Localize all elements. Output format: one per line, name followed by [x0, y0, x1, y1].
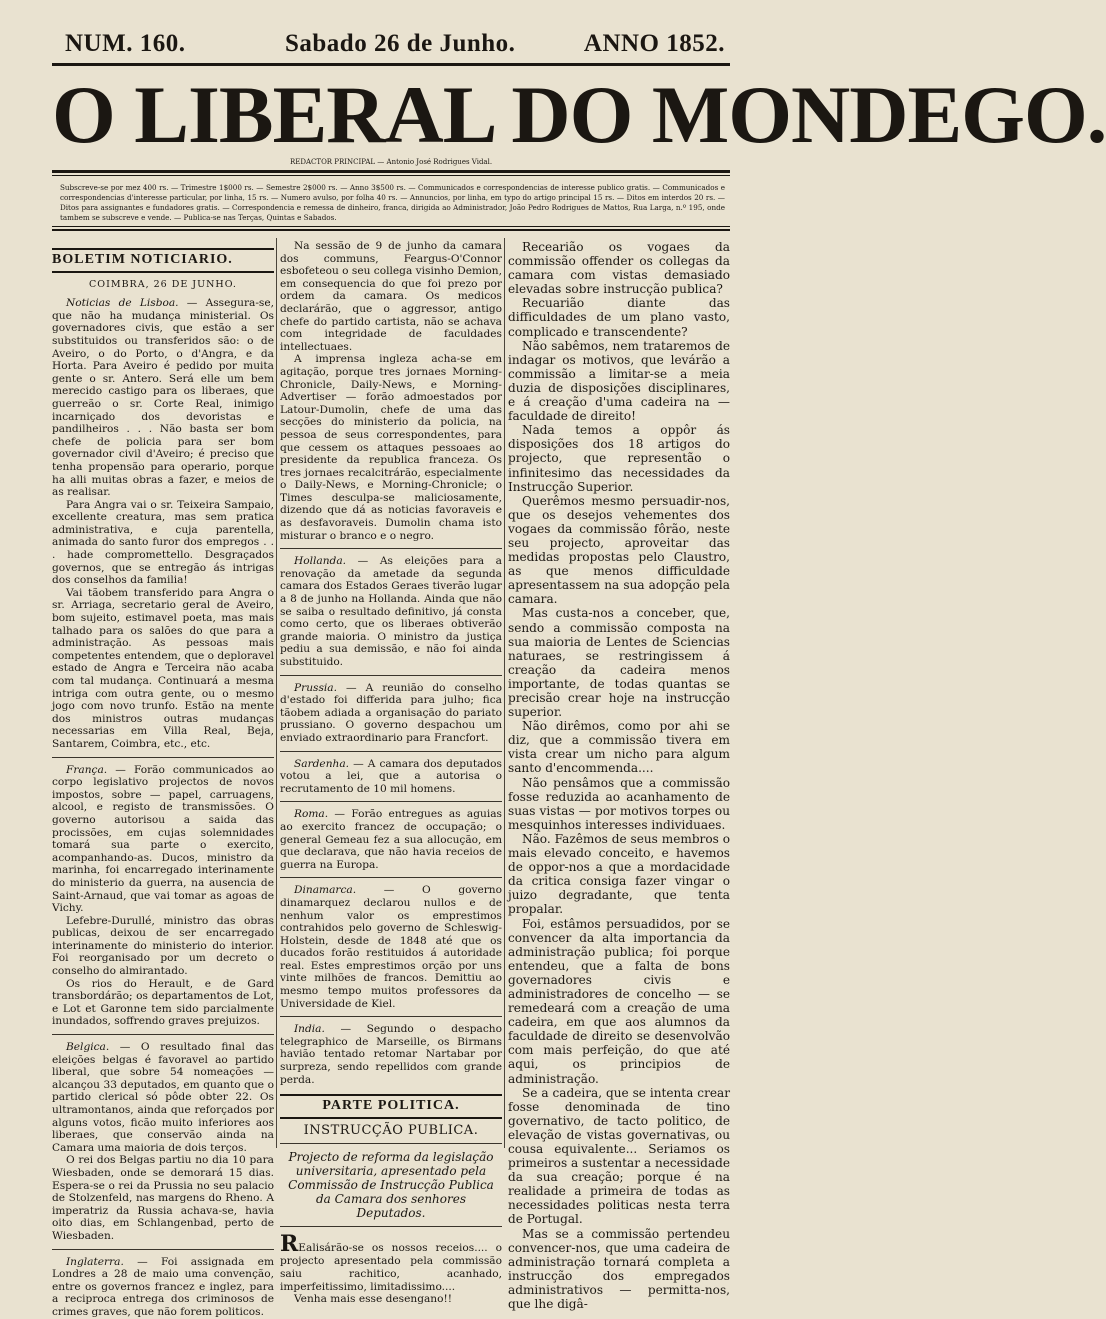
masthead-header	[55, 30, 725, 64]
divider	[52, 1034, 274, 1035]
redactor-line: REDACTOR PRINCIPAL — Antonio José Rodrigues Vidal.	[290, 158, 493, 166]
divider	[280, 751, 502, 752]
header-rule	[52, 63, 730, 66]
newspaper-title: O LIBERAL DO MONDEGO.	[52, 69, 1106, 160]
article-paragraph: Não pensâmos que a commissão fosse reduzida ao acanhamento de suas vistas — por motivos torpes ou mesquinhos interesses individuaes.	[508, 775, 730, 832]
issue-year: ANNO 1852.	[583, 30, 725, 57]
divider	[280, 801, 502, 802]
column-3	[508, 240, 730, 1312]
section-heading: PARTE POLITICA.	[280, 1094, 502, 1119]
article-paragraph: França. — Forão communicados ao corpo legislativo projectos de novos impostos, sobre — papel, carruagens, alcool, e registo de transmissões. O governo autorisou a saida das procissões, em cujas solemnidades tomará sua parte o exercito, acompanhando-as. Ducos, ministro da marinha, foi encarregado interinamente do ministerio da guerra, na ausencia de Saint-Arnaud, que vai tomar as agoas de Vichy.	[52, 763, 274, 915]
project-title: Projecto de reforma da legislação universitaria, apresentado pela Commissão de Instrucção Publica da Camara dos senhores Deputados.	[288, 1150, 494, 1221]
divider	[280, 675, 502, 676]
column-divider	[504, 238, 505, 1148]
title-rule	[52, 170, 730, 173]
divider	[280, 1226, 502, 1227]
divider	[280, 1143, 502, 1144]
drop-cap: R	[280, 1231, 299, 1258]
article-paragraph: Não sabêmos, nem trataremos de indagar os motivos, que levárão a commissão a limitar-se a meia duzia de disposições disciplinares, e á creação d'uma cadeira na — faculdade de direito!	[508, 338, 730, 424]
article-paragraph: Os rios do Herault, e de Gard transbordárão; os departamentos de Lot, e Lot et Garonne tem sido parcialmente inundados, soffrendo graves prejuizos.	[52, 977, 274, 1028]
column-divider	[276, 238, 277, 1148]
subsection-title: INSTRUCÇÃO PUBLICA.	[303, 1122, 479, 1138]
dateline: COIMBRA, 26 DE JUNHO.	[89, 278, 237, 290]
subs-rule	[52, 226, 730, 227]
article-paragraph: Prussia. — A reunião do conselho d'estado foi differida para julho; fica tãobem adiada a organisação do pariato prussiano. O governo despachou um enviado extraordinario para Francfort.	[280, 681, 502, 744]
subs-rule-thick	[52, 229, 730, 231]
article-paragraph: Noticias de Lisboa. — Assegura-se, que não ha mudança ministerial. Os governadores civis, que estão a ser substituidos ou transferidos são: o de Aveiro, o do Porto, o d'Angra, e da Horta. Para Aveiro é pedido por muita gente o sr. Antero. Será elle um bem merecido castigo para os liberaes, que guerreão o sr. Corte Real, inimigo incarniçado dos devoristas e pandilheiros . . . Não basta ser bom chefe de policia para ser bom governador civil d'Aveiro; é preciso que tenha propensão para operario, porque ha alli muitas obras a fazer, e meios de as realisar.	[52, 297, 274, 499]
article-paragraph: Se a cadeira, que se intenta crear fosse denominada de tino governativo, de tacto politico, de elevação de vistas governativas, ou cousa equivalente... Seriamos os primeiros a sustentar a necessidade da sua creação; porque é na realidade a primeira de todas as necessidades politicas nesta terra de Portugal.	[508, 1085, 730, 1227]
divider	[280, 548, 502, 549]
subscription-info: Subscreve-se por mez 400 rs. — Trimestre 1$000 rs. — Semestre 2$000 rs. — Anno 3$500 rs. — Communicados e correspondencias de interesse publico gratis. — Communicados e correspondencias d'interesse particular, por linha, 15 rs. — Numero avulso, por folha 40 rs. — Annuncios, por linha, em typo do artigo principal 15 rs. — Ditos em interdos 20 rs. — Ditos para assignantes e fundadores gratis. — Correspondencia e remessa de dinheiro, franca, dirigida ao Administrador, João Pedro Rodrigues de Mattos, Rua Larga, n.º 195, onde tambem se subscreve e vende. — Publica-se nas Terças, Quintas e Sabados.	[60, 183, 725, 222]
column-1	[52, 240, 274, 1318]
article-paragraph: Hollanda. — As eleições para a renovação da ametade da segunda camara dos Estados Geraes tiverão lugar a 8 de junho na Hollanda. Ainda que não se saiba o resultado definitivo, já consta como certo, que os liberaes obtiverão grande maioria. O ministro da justiça pediu a sua demissão, e não foi ainda substituido.	[280, 555, 502, 668]
article-paragraph: O rei dos Belgas partiu no dia 10 para Wiesbaden, onde se demorará 15 dias. Espera-se o rei da Prussia no seu palacio de Stolzenfeld, nas margens do Rheno. A imperatriz da Russia achava-se, havia oito dias, em Schlangenbad, perto de Wiesbaden.	[52, 1154, 274, 1242]
article-paragraph: Mas custa-nos a conceber, que, sendo a commissão composta na sua maioria de Lentes de Sciencias naturaes, se restringissem á creação da cadeira menos importante, de todas quantas se precisão crear hoje na instrucção superior.	[508, 606, 730, 720]
article-paragraph: Roma. — Forão entregues as aguias ao exercito francez de occupação; o general Gemeau fez a sua allocução, em que declarava, que não havia receios de guerra na Europa.	[280, 808, 502, 871]
article-paragraph: India. — Segundo o despacho telegraphico de Marseille, os Birmans havião tentado retomar Nartabar por surpreza, sendo repellidos com grande perda.	[280, 1023, 502, 1086]
article-paragraph: Foi, estâmos persuadidos, por se convencer da alta importancia da administração publica; foi porque entendeu, que a falta de bons governadores civis e administradores de concelho — se remedeará com a creação de uma cadeira, em que aos alumnos da faculdade de direito se desenvolvão com mais perfeição, do que até aqui, os principios de administração.	[508, 916, 730, 1086]
article-paragraph: Querêmos mesmo persuadir-nos, que os desejos vehementes dos vogaes da commissão fôrão, neste seu projecto, aproveitar das medidas propostas pelo Claustro, as que menos difficuldade apresentassem na sua adopção pela camara.	[508, 493, 730, 607]
article-paragraph: Lefebre-Durullé, ministro das obras publicas, deixou de ser encarregado interinamente do ministerio do interior. Foi reorganisado por um decreto o conselho do almirantado.	[52, 914, 274, 978]
article-paragraph: Não. Fazêmos de seus membros o mais elevado conceito, e havemos de oppor-nos a que a mordacidade da critica consiga fazer vingar o juizo degradante, que tenta propalar.	[508, 831, 730, 917]
divider	[52, 757, 274, 758]
article-paragraph: Dinamarca. — O governo dinamarquez declarou nullos e de nenhum valor os emprestimos contrahidos pelo governo de Schleswig-Holstein, desde de 1848 até que os ducados forão restituidos á autoridade real. Estes emprestimos orção por uns vinte milhões de francos. Demittiu ao mesmo tempo muitos professores da Universidade de Kiel.	[280, 884, 502, 1010]
article-paragraph: REalisárão-se os nossos receios.... o projecto apresentado pela commissão saiu rachitico, acanhado, imperfeitissimo, limitadissimo....	[280, 1231, 502, 1293]
article-paragraph: Belgica. — O resultado final das eleições belgas é favoravel ao partido liberal, que sobre 54 nomeações — alcançou 33 deputados, em quanto que o partido clerical só pôde obter 22. Os ultramontanos, ainda que reforçados por alguns votos, ficão muito inferiores aos liberaes, que conservão ainda na Camara uma maioria de dois terços.	[52, 1041, 274, 1154]
article-paragraph: Mas se a commissão pertendeu convencer-nos, que uma cadeira de administração tornará completa a instrucção dos empregados administrativos — permitta-nos, que lhe digâ-	[508, 1226, 730, 1312]
divider	[52, 1249, 274, 1250]
divider	[280, 877, 502, 878]
article-paragraph: Vai tãobem transferido para Angra o sr. Arriaga, secretario geral de Aveiro, bom sujeito, estimavel poeta, mas mais talhado para os salões do que para a administração. As pessoas mais competentes entendem, que o deploravel estado de Angra e Terceira não acaba com tal mudança. Continuará a mesma intriga com outra gente, ou o mesmo jogo com novo trunfo. Estão na mente dos ministros outras mudanças necessarias em Villa Real, Beja, Santarem, Coimbra, etc., etc.	[52, 586, 274, 750]
divider	[280, 1016, 502, 1017]
article-paragraph: A imprensa ingleza acha-se em agitação, porque tres jornaes Morning-Chronicle, Daily-News, e Morning-Advertiser — forão admoestados por Latour-Dumolin, chefe de uma das secções do ministerio da policia, na pessoa de seus correspondentes, para que cessem os attaques pessoaes ao presidente da republica franceza. Os tres jornaes recalcitrárão, especialmente o Daily-News, e Morning-Chronicle; o Times desculpa-se maliciosamente, dizendo que dá as noticias favoraveis e as desfavoraveis. Dumolin chama isto misturar o branco e o negro.	[280, 353, 502, 542]
article-paragraph: Não dirêmos, como por ahi se diz, que a commissão tivera em vista crear um nicho para algum santo d'encommenda....	[508, 719, 730, 776]
article-paragraph: Venha mais esse desengano!!	[294, 1293, 453, 1306]
article-paragraph: Inglaterra. — Foi assignada em Londres a 28 de maio uma convenção, entre os governos francez e inglez, para a reciproca entrega dos criminosos de crimes graves, que não forem politicos.	[52, 1255, 274, 1318]
article-paragraph: Recearião os vogaes da commissão offender os collegas da camara com vistas demasiado elevadas sobre instrucção publica?	[508, 240, 730, 297]
section-heading: BOLETIM NOTICIARIO.	[52, 248, 274, 273]
article-paragraph: Nada temos a oppôr ás disposições dos 18 artigos do projecto, que representão o infinitesimo das necessidades da Instrucção Superior.	[508, 423, 730, 494]
article-paragraph: Recuarião diante das difficuldades de um plano vasto, complicado e transcendente?	[508, 296, 730, 339]
title-rule-thin	[52, 175, 730, 176]
article-paragraph: Sardenha. — A camara dos deputados votou a lei, que a autorisa o recrutamento de 10 mil homens.	[280, 757, 502, 795]
article-paragraph: Para Angra vai o sr. Teixeira Sampaio, excellente creatura, mas sem pratica administrativa, e cuja parentella, animada do santo furor dos empregos . . . hade compromettello. Desgraçados governos, que se entregão ás intrigas dos conselhos da familia!	[52, 498, 274, 587]
article-paragraph: Na sessão de 9 de junho da camara dos communs, Feargus-O'Connor esbofeteou o seu collega visinho Demion, em consequencia do que foi prezo por ordem da camara. Os medicos declarárão, que o aggressor, antigo chefe do partido cartista, não se achava com integridade de faculdades intellectuaes.	[280, 240, 502, 353]
issue-number: NUM. 160.	[65, 30, 186, 57]
issue-date: Sabado 26 de Junho.	[285, 30, 516, 57]
column-2	[280, 240, 502, 1306]
